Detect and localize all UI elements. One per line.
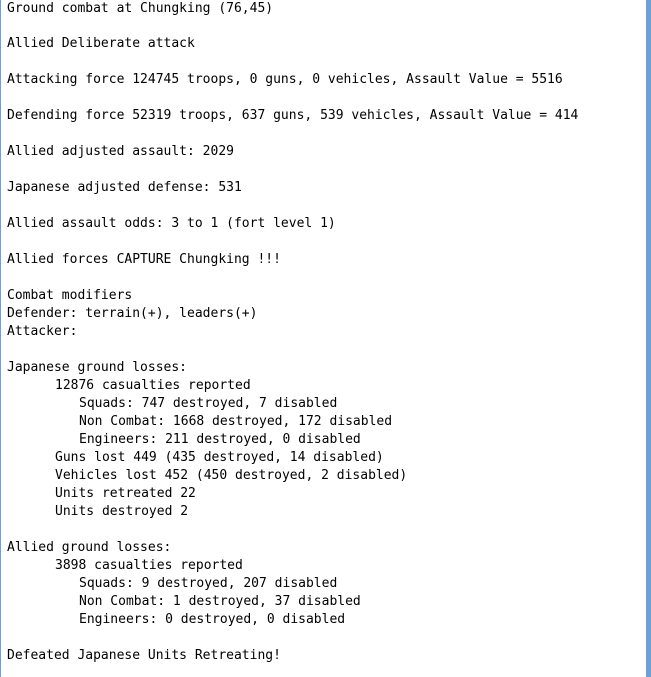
allied-casualties-line: 3898 casualties reported bbox=[55, 558, 243, 573]
japanese-units-retreated-line: Units retreated 22 bbox=[55, 486, 196, 501]
japanese-adjusted-defense-line: Japanese adjusted defense: 531 bbox=[7, 180, 242, 195]
japanese-losses-header: Japanese ground losses: bbox=[7, 360, 188, 375]
report-title: Ground combat at Chungking (76,45) bbox=[7, 1, 274, 16]
combat-modifiers-header: Combat modifiers bbox=[7, 288, 133, 303]
defending-force-line: Defending force 52319 troops, 637 guns, 539 vehicles, Assault Value = 414 bbox=[7, 108, 579, 123]
japanese-engineers-line: Engineers: 211 destroyed, 0 disabled bbox=[79, 432, 361, 447]
japanese-casualties-line: 12876 casualties reported bbox=[55, 378, 251, 393]
allied-engineers-line: Engineers: 0 destroyed, 0 disabled bbox=[79, 612, 346, 627]
allied-squads-line: Squads: 9 destroyed, 207 disabled bbox=[79, 576, 338, 591]
window-border-right bbox=[646, 0, 651, 677]
attack-type-line: Allied Deliberate attack bbox=[7, 36, 195, 51]
defender-modifiers-line: Defender: terrain(+), leaders(+) bbox=[7, 306, 258, 321]
allied-adjusted-assault-line: Allied adjusted assault: 2029 bbox=[7, 144, 234, 159]
japanese-non-combat-line: Non Combat: 1668 destroyed, 172 disabled bbox=[79, 414, 393, 429]
japanese-guns-lost-line: Guns lost 449 (435 destroyed, 14 disabled) bbox=[55, 450, 384, 465]
japanese-vehicles-lost-line: Vehicles lost 452 (450 destroyed, 2 disabled) bbox=[55, 468, 408, 483]
capture-line: Allied forces CAPTURE Chungking !!! bbox=[7, 252, 281, 267]
japanese-units-destroyed-line: Units destroyed 2 bbox=[55, 504, 189, 519]
allied-losses-header: Allied ground losses: bbox=[7, 540, 172, 555]
attacker-modifiers-line: Attacker: bbox=[7, 324, 78, 339]
assault-odds-line: Allied assault odds: 3 to 1 (fort level 1) bbox=[7, 216, 336, 231]
allied-non-combat-line: Non Combat: 1 destroyed, 37 disabled bbox=[79, 594, 361, 609]
attacking-force-line: Attacking force 124745 troops, 0 guns, 0 vehicles, Assault Value = 5516 bbox=[7, 72, 563, 87]
retreat-footer-line: Defeated Japanese Units Retreating! bbox=[7, 648, 281, 663]
japanese-squads-line: Squads: 747 destroyed, 7 disabled bbox=[79, 396, 338, 411]
